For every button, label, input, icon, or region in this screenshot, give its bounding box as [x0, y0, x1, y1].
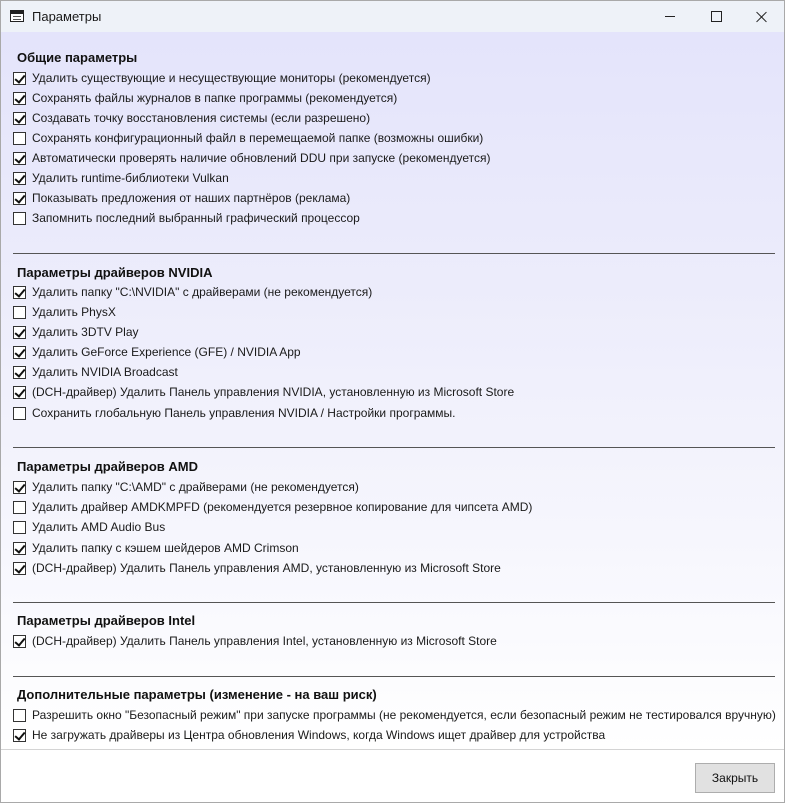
- maximize-button[interactable]: [693, 1, 739, 32]
- option-label: Удалить AMD Audio Bus: [32, 520, 166, 534]
- checkbox[interactable]: [13, 635, 26, 648]
- maximize-icon: [711, 11, 722, 22]
- minimize-icon: [665, 16, 675, 17]
- window-title: Параметры: [32, 9, 102, 24]
- option-label: Разрешить окно "Безопасный режим" при запуске программы (не рекомендуется, если безопасный режим не тестировался вручную): [32, 708, 776, 722]
- checkbox[interactable]: [13, 521, 26, 534]
- checkbox[interactable]: [13, 286, 26, 299]
- checkbox[interactable]: [13, 366, 26, 379]
- checkbox[interactable]: [13, 481, 26, 494]
- option-label: Автоматически проверять наличие обновлений DDU при запуске (рекомендуется): [32, 151, 491, 165]
- option-general-6[interactable]: [13, 189, 350, 207]
- option-label: (DCH-драйвер) Удалить Панель управления AMD, установленную из Microsoft Store: [32, 561, 501, 575]
- checkbox[interactable]: [13, 152, 26, 165]
- option-label: Показывать предложения от наших партнёров (реклама): [32, 191, 351, 205]
- checkbox[interactable]: [13, 306, 26, 319]
- settings-panel: [1, 32, 784, 749]
- checkbox[interactable]: [13, 562, 26, 575]
- option-label: (DCH-драйвер) Удалить Панель управления Intel, установленную из Microsoft Store: [32, 634, 497, 648]
- option-general-3[interactable]: [13, 129, 483, 147]
- option-label: Удалить NVIDIA Broadcast: [32, 365, 178, 379]
- option-general-0[interactable]: [13, 69, 431, 87]
- section-title-advanced: Дополнительные параметры (изменение - на ваш риск): [17, 687, 377, 702]
- option-label: Создавать точку восстановления системы (если разрешено): [32, 111, 371, 125]
- checkbox[interactable]: [13, 112, 26, 125]
- option-label: Сохранить глобальную Панель управления NVIDIA / Настройки программы.: [32, 406, 456, 420]
- option-general-7[interactable]: [13, 209, 360, 227]
- option-label: (DCH-драйвер) Удалить Панель управления NVIDIA, установленную из Microsoft Store: [32, 385, 515, 399]
- option-general-1[interactable]: [13, 89, 397, 107]
- checkbox[interactable]: [13, 172, 26, 185]
- option-advanced-1[interactable]: [13, 726, 605, 744]
- section-divider: [13, 676, 775, 677]
- option-label: Удалить существующие и несуществующие мониторы (рекомендуется): [32, 71, 431, 85]
- option-amd-0[interactable]: [13, 478, 359, 496]
- section-title-nvidia: Параметры драйверов NVIDIA: [17, 265, 213, 280]
- option-nvidia-2[interactable]: [13, 323, 139, 341]
- checkbox[interactable]: [13, 729, 26, 742]
- option-label: Удалить PhysX: [32, 305, 116, 319]
- option-nvidia-1[interactable]: [13, 303, 116, 321]
- section-divider: [13, 253, 775, 254]
- checkbox[interactable]: [13, 192, 26, 205]
- option-nvidia-0[interactable]: [13, 283, 372, 301]
- minimize-button[interactable]: [647, 1, 693, 32]
- checkbox[interactable]: [13, 72, 26, 85]
- option-nvidia-3[interactable]: [13, 343, 301, 361]
- option-advanced-0[interactable]: [13, 706, 776, 724]
- option-label: Удалить runtime-библиотеки Vulkan: [32, 171, 229, 185]
- close-button[interactable]: Закрыть: [695, 763, 775, 793]
- section-divider: [13, 602, 775, 603]
- option-general-5[interactable]: [13, 169, 229, 187]
- checkbox[interactable]: [13, 212, 26, 225]
- option-label: Удалить папку "C:\NVIDIA" с драйверами (не рекомендуется): [32, 285, 373, 299]
- close-icon: [756, 11, 768, 23]
- option-label: Удалить 3DTV Play: [32, 325, 139, 339]
- option-label: Сохранять конфигурационный файл в перемещаемой папке (возможны ошибки): [32, 131, 484, 145]
- section-title-intel: Параметры драйверов Intel: [17, 613, 196, 628]
- checkbox[interactable]: [13, 709, 26, 722]
- option-general-4[interactable]: [13, 149, 490, 167]
- section-title-general: Общие параметры: [17, 50, 138, 65]
- checkbox[interactable]: [13, 386, 26, 399]
- dialog-footer: [1, 749, 784, 803]
- checkbox[interactable]: [13, 542, 26, 555]
- option-amd-1[interactable]: [13, 498, 532, 516]
- section-title-amd: Параметры драйверов AMD: [17, 459, 198, 474]
- option-nvidia-4[interactable]: [13, 363, 178, 381]
- option-label: Удалить GeForce Experience (GFE) / NVIDIA App: [32, 345, 301, 359]
- option-label: Удалить папку "C:\AMD" с драйверами (не рекомендуется): [32, 480, 359, 494]
- section-divider: [13, 447, 775, 448]
- checkbox[interactable]: [13, 92, 26, 105]
- option-amd-3[interactable]: [13, 539, 299, 557]
- checkbox[interactable]: [13, 407, 26, 420]
- option-label: Удалить драйвер AMDKMPFD (рекомендуется резервное копирование для чипсета AMD): [32, 500, 533, 514]
- option-amd-2[interactable]: [13, 518, 165, 536]
- checkbox[interactable]: [13, 346, 26, 359]
- option-label: Удалить папку с кэшем шейдеров AMD Crimson: [32, 541, 299, 555]
- option-amd-4[interactable]: [13, 559, 501, 577]
- checkbox[interactable]: [13, 501, 26, 514]
- option-intel-0[interactable]: [13, 632, 497, 650]
- option-label: Запомнить последний выбранный графический процессор: [32, 211, 360, 225]
- option-nvidia-6[interactable]: [13, 404, 456, 422]
- option-general-2[interactable]: [13, 109, 370, 127]
- checkbox[interactable]: [13, 326, 26, 339]
- checkbox[interactable]: [13, 132, 26, 145]
- title-bar[interactable]: [1, 1, 784, 32]
- app-window-icon: [10, 10, 24, 22]
- close-window-button[interactable]: [739, 1, 785, 32]
- option-nvidia-5[interactable]: [13, 383, 514, 401]
- option-label: Сохранять файлы журналов в папке программы (рекомендуется): [32, 91, 398, 105]
- option-label: Не загружать драйверы из Центра обновления Windows, когда Windows ищет драйвер для устройства: [32, 728, 606, 742]
